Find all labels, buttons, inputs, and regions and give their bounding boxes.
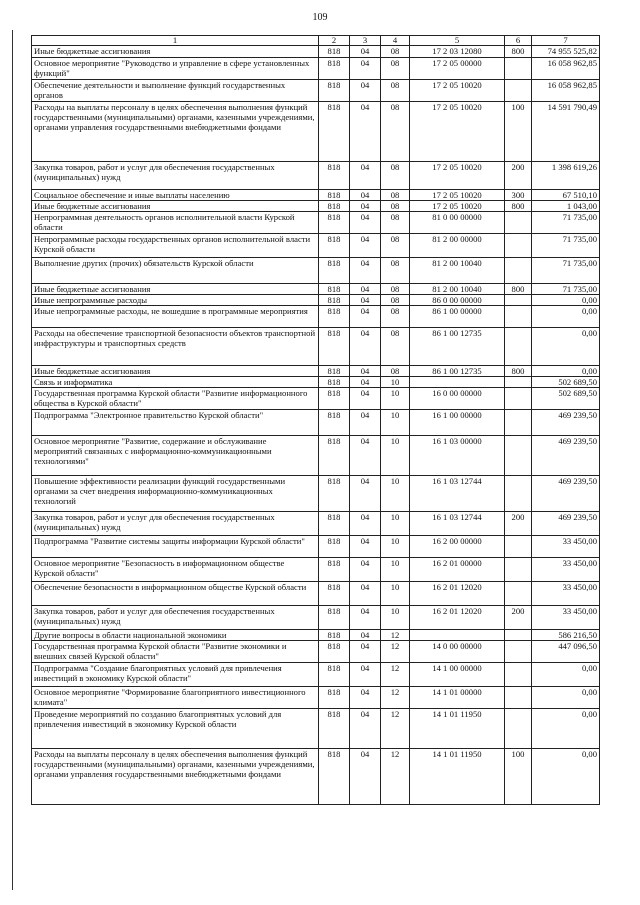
cell-expense-type	[505, 388, 532, 410]
cell-subsection: 08	[381, 295, 410, 306]
cell-expense-type	[505, 641, 532, 663]
cell-ministry-code: 818	[319, 536, 350, 558]
table-row	[32, 234, 600, 258]
cell-subsection: 08	[381, 80, 410, 102]
table-row	[32, 201, 600, 212]
cell-expense-type: 200	[505, 606, 532, 630]
cell-description: Подпрограмма "Развитие системы защиты информации Курской области"	[32, 536, 319, 558]
cell-amount: 71 735,00	[532, 212, 600, 234]
cell-target-article: 17 2 05 10020	[410, 80, 505, 102]
header-cell: 4	[381, 36, 410, 46]
cell-subsection: 10	[381, 536, 410, 558]
cell-ministry-code: 818	[319, 201, 350, 212]
cell-target-article: 81 2 00 10040	[410, 284, 505, 295]
cell-subsection: 08	[381, 46, 410, 58]
cell-target-article: 17 2 05 10020	[410, 162, 505, 190]
cell-description: Государственная программа Курской области "Развитие информационного общества в Курской области"	[32, 388, 319, 410]
cell-expense-type	[505, 212, 532, 234]
budget-table	[31, 35, 600, 805]
table-row	[32, 212, 600, 234]
table-row	[32, 663, 600, 687]
cell-section: 04	[350, 46, 381, 58]
cell-amount: 0,00	[532, 709, 600, 749]
cell-section: 04	[350, 102, 381, 162]
cell-section: 04	[350, 410, 381, 436]
cell-amount: 67 510,10	[532, 190, 600, 201]
cell-amount: 33 450,00	[532, 606, 600, 630]
cell-target-article: 16 2 01 12020	[410, 582, 505, 606]
table-row	[32, 295, 600, 306]
cell-amount: 0,00	[532, 295, 600, 306]
table-row	[32, 630, 600, 641]
cell-description: Расходы на выплаты персоналу в целях обеспечения выполнения функций государственными (муниципальными) органами, казенными учреждениями, органами управления государственными внебюджетными фондами	[32, 749, 319, 805]
cell-description: Государственная программа Курской области "Развитие экономики и внешних связей Курской области"	[32, 641, 319, 663]
cell-subsection: 10	[381, 377, 410, 388]
cell-amount: 74 955 525,82	[532, 46, 600, 58]
cell-ministry-code: 818	[319, 306, 350, 328]
page-number: 109	[312, 12, 328, 23]
cell-amount: 0,00	[532, 328, 600, 366]
cell-expense-type	[505, 582, 532, 606]
cell-ministry-code: 818	[319, 512, 350, 536]
cell-subsection: 10	[381, 606, 410, 630]
table-row	[32, 687, 600, 709]
cell-description: Расходы на выплаты персоналу в целях обеспечения выполнения функций государственными (муниципальными) органами, казенными учреждениями, органами управления государственными внебюджетными фондами	[32, 102, 319, 162]
cell-section: 04	[350, 630, 381, 641]
cell-target-article: 16 2 01 12020	[410, 606, 505, 630]
cell-subsection: 08	[381, 306, 410, 328]
cell-subsection: 10	[381, 512, 410, 536]
table-row	[32, 162, 600, 190]
cell-ministry-code: 818	[319, 606, 350, 630]
cell-ministry-code: 818	[319, 284, 350, 295]
cell-ministry-code: 818	[319, 641, 350, 663]
table-row	[32, 190, 600, 201]
cell-amount: 0,00	[532, 663, 600, 687]
cell-expense-type: 100	[505, 749, 532, 805]
table-row	[32, 306, 600, 328]
cell-expense-type: 800	[505, 366, 532, 377]
cell-expense-type	[505, 234, 532, 258]
cell-ministry-code: 818	[319, 436, 350, 476]
cell-expense-type: 300	[505, 190, 532, 201]
cell-amount: 0,00	[532, 687, 600, 709]
table-row	[32, 709, 600, 749]
cell-subsection: 08	[381, 102, 410, 162]
cell-expense-type	[505, 436, 532, 476]
cell-amount: 16 058 962,85	[532, 80, 600, 102]
cell-description: Повышение эффективности реализации функций государственными органами за счет внедрения информационно-коммуникационных технологий	[32, 476, 319, 512]
cell-expense-type	[505, 558, 532, 582]
cell-section: 04	[350, 212, 381, 234]
cell-section: 04	[350, 641, 381, 663]
cell-description: Основное мероприятие "Руководство и управление в сфере установленных функций"	[32, 58, 319, 80]
header-cell: 3	[350, 36, 381, 46]
cell-subsection: 12	[381, 687, 410, 709]
cell-subsection: 12	[381, 630, 410, 641]
cell-ministry-code: 818	[319, 388, 350, 410]
cell-ministry-code: 818	[319, 687, 350, 709]
cell-target-article: 16 1 03 12744	[410, 476, 505, 512]
header-cell: 2	[319, 36, 350, 46]
cell-subsection: 08	[381, 58, 410, 80]
cell-amount: 0,00	[532, 306, 600, 328]
cell-amount: 1 398 619,26	[532, 162, 600, 190]
cell-description: Проведение мероприятий по созданию благоприятных условий для привлечения инвестиций в экономику Курской области	[32, 709, 319, 749]
cell-expense-type	[505, 377, 532, 388]
cell-section: 04	[350, 536, 381, 558]
table-row	[32, 582, 600, 606]
cell-expense-type	[505, 687, 532, 709]
cell-description: Обеспечение деятельности и выполнение функций государственных органов	[32, 80, 319, 102]
cell-amount: 0,00	[532, 366, 600, 377]
cell-amount: 16 058 962,85	[532, 58, 600, 80]
table-row	[32, 606, 600, 630]
cell-ministry-code: 818	[319, 80, 350, 102]
cell-subsection: 10	[381, 558, 410, 582]
cell-subsection: 08	[381, 328, 410, 366]
table-row	[32, 58, 600, 80]
cell-description: Связь и информатика	[32, 377, 319, 388]
cell-description: Закупка товаров, работ и услуг для обеспечения государственных (муниципальных) нужд	[32, 162, 319, 190]
cell-target-article: 16 2 00 00000	[410, 536, 505, 558]
cell-section: 04	[350, 709, 381, 749]
cell-section: 04	[350, 558, 381, 582]
cell-expense-type	[505, 536, 532, 558]
cell-expense-type	[505, 295, 532, 306]
cell-description: Другие вопросы в области национальной экономики	[32, 630, 319, 641]
header-cell: 6	[505, 36, 532, 46]
cell-ministry-code: 818	[319, 162, 350, 190]
cell-target-article: 86 1 00 12735	[410, 366, 505, 377]
cell-subsection: 10	[381, 476, 410, 512]
table-row	[32, 102, 600, 162]
cell-target-article: 17 2 05 00000	[410, 58, 505, 80]
cell-section: 04	[350, 295, 381, 306]
table-row	[32, 328, 600, 366]
cell-subsection: 08	[381, 366, 410, 377]
cell-description: Иные бюджетные ассигнования	[32, 46, 319, 58]
cell-section: 04	[350, 366, 381, 377]
cell-description: Основное мероприятие "Безопасность в информационном обществе Курской области"	[32, 558, 319, 582]
table-row	[32, 512, 600, 536]
cell-section: 04	[350, 190, 381, 201]
cell-amount: 586 216,50	[532, 630, 600, 641]
cell-ministry-code: 818	[319, 328, 350, 366]
cell-target-article: 81 2 00 10040	[410, 258, 505, 284]
cell-ministry-code: 818	[319, 663, 350, 687]
cell-description: Расходы на обеспечение транспортной безопасности объектов транспортной инфраструктуры и транспортных средств	[32, 328, 319, 366]
cell-expense-type	[505, 58, 532, 80]
cell-target-article	[410, 630, 505, 641]
cell-description: Основное мероприятие "Формирование благоприятного инвестиционного климата"	[32, 687, 319, 709]
cell-amount: 33 450,00	[532, 582, 600, 606]
cell-section: 04	[350, 436, 381, 476]
table-row	[32, 476, 600, 512]
cell-subsection: 08	[381, 234, 410, 258]
cell-section: 04	[350, 606, 381, 630]
cell-subsection: 12	[381, 709, 410, 749]
cell-target-article: 14 1 01 00000	[410, 687, 505, 709]
cell-target-article: 16 1 00 00000	[410, 410, 505, 436]
cell-expense-type	[505, 630, 532, 641]
table-row	[32, 388, 600, 410]
cell-description: Основное мероприятие "Развитие, содержание и обслуживание мероприятий связанных с информационно-коммуникационными технологиями"	[32, 436, 319, 476]
cell-amount: 1 043,00	[532, 201, 600, 212]
cell-target-article: 14 0 00 00000	[410, 641, 505, 663]
cell-amount: 469 239,50	[532, 436, 600, 476]
cell-subsection: 08	[381, 212, 410, 234]
cell-ministry-code: 818	[319, 58, 350, 80]
cell-target-article: 16 0 00 00000	[410, 388, 505, 410]
cell-expense-type: 200	[505, 512, 532, 536]
table-row	[32, 558, 600, 582]
cell-expense-type: 800	[505, 284, 532, 295]
cell-target-article: 81 2 00 00000	[410, 234, 505, 258]
cell-expense-type	[505, 258, 532, 284]
cell-ministry-code: 818	[319, 212, 350, 234]
cell-target-article: 86 0 00 00000	[410, 295, 505, 306]
table-row	[32, 366, 600, 377]
cell-section: 04	[350, 749, 381, 805]
cell-target-article: 14 1 00 00000	[410, 663, 505, 687]
cell-ministry-code: 818	[319, 366, 350, 377]
table-row	[32, 80, 600, 102]
cell-expense-type	[505, 80, 532, 102]
cell-subsection: 10	[381, 388, 410, 410]
cell-amount: 71 735,00	[532, 258, 600, 284]
cell-expense-type: 800	[505, 46, 532, 58]
table-row	[32, 284, 600, 295]
cell-amount: 71 735,00	[532, 234, 600, 258]
cell-amount: 33 450,00	[532, 558, 600, 582]
cell-target-article: 17 2 05 10020	[410, 102, 505, 162]
cell-target-article: 14 1 01 11950	[410, 709, 505, 749]
cell-description: Иные непрограммные расходы	[32, 295, 319, 306]
cell-amount: 71 735,00	[532, 284, 600, 295]
cell-ministry-code: 818	[319, 190, 350, 201]
cell-section: 04	[350, 476, 381, 512]
cell-subsection: 12	[381, 749, 410, 805]
cell-subsection: 10	[381, 410, 410, 436]
header-cell: 5	[410, 36, 505, 46]
cell-amount: 469 239,50	[532, 512, 600, 536]
cell-expense-type: 800	[505, 201, 532, 212]
cell-subsection: 08	[381, 284, 410, 295]
cell-expense-type	[505, 476, 532, 512]
cell-description: Социальное обеспечение и иные выплаты населению	[32, 190, 319, 201]
cell-section: 04	[350, 162, 381, 190]
cell-expense-type	[505, 709, 532, 749]
cell-description: Выполнение других (прочих) обязательств Курской области	[32, 258, 319, 284]
cell-target-article: 17 2 05 10020	[410, 190, 505, 201]
cell-ministry-code: 818	[319, 46, 350, 58]
cell-ministry-code: 818	[319, 630, 350, 641]
cell-target-article: 14 1 01 11950	[410, 749, 505, 805]
cell-target-article: 16 2 01 00000	[410, 558, 505, 582]
page-edge-line	[12, 30, 13, 890]
table-body	[32, 46, 600, 805]
cell-expense-type: 100	[505, 102, 532, 162]
cell-description: Закупка товаров, работ и услуг для обеспечения государственных (муниципальных) нужд	[32, 606, 319, 630]
cell-section: 04	[350, 306, 381, 328]
cell-subsection: 10	[381, 436, 410, 476]
table-row	[32, 749, 600, 805]
cell-ministry-code: 818	[319, 709, 350, 749]
cell-target-article: 86 1 00 00000	[410, 306, 505, 328]
cell-amount: 469 239,50	[532, 410, 600, 436]
cell-ministry-code: 818	[319, 377, 350, 388]
cell-subsection: 08	[381, 258, 410, 284]
cell-description: Иные непрограммные расходы, не вошедшие в программные мероприятия	[32, 306, 319, 328]
header-row	[32, 36, 600, 46]
cell-section: 04	[350, 234, 381, 258]
cell-section: 04	[350, 388, 381, 410]
table-row	[32, 377, 600, 388]
cell-amount: 469 239,50	[532, 476, 600, 512]
cell-target-article	[410, 377, 505, 388]
header-cell: 1	[32, 36, 319, 46]
table-row	[32, 536, 600, 558]
cell-expense-type	[505, 663, 532, 687]
cell-description: Подпрограмма "Создание благоприятных условий для привлечения инвестиций в экономику Курской области"	[32, 663, 319, 687]
cell-amount: 447 096,50	[532, 641, 600, 663]
cell-description: Подпрограмма "Электронное правительство Курской области"	[32, 410, 319, 436]
table-row	[32, 641, 600, 663]
cell-target-article: 17 2 03 12080	[410, 46, 505, 58]
cell-expense-type	[505, 306, 532, 328]
cell-section: 04	[350, 582, 381, 606]
cell-section: 04	[350, 58, 381, 80]
cell-target-article: 17 2 05 10020	[410, 201, 505, 212]
cell-subsection: 12	[381, 641, 410, 663]
cell-description: Иные бюджетные ассигнования	[32, 284, 319, 295]
cell-target-article: 16 1 03 12744	[410, 512, 505, 536]
cell-section: 04	[350, 258, 381, 284]
cell-ministry-code: 818	[319, 295, 350, 306]
cell-section: 04	[350, 201, 381, 212]
cell-ministry-code: 818	[319, 410, 350, 436]
table-row	[32, 46, 600, 58]
cell-section: 04	[350, 663, 381, 687]
cell-section: 04	[350, 687, 381, 709]
cell-ministry-code: 818	[319, 749, 350, 805]
cell-amount: 0,00	[532, 749, 600, 805]
cell-section: 04	[350, 512, 381, 536]
table-row	[32, 436, 600, 476]
cell-ministry-code: 818	[319, 234, 350, 258]
cell-section: 04	[350, 328, 381, 366]
cell-expense-type	[505, 410, 532, 436]
cell-amount: 14 591 790,49	[532, 102, 600, 162]
cell-section: 04	[350, 80, 381, 102]
cell-amount: 33 450,00	[532, 536, 600, 558]
cell-subsection: 12	[381, 663, 410, 687]
cell-description: Непрограммные расходы государственных органов исполнительной власти Курской области	[32, 234, 319, 258]
table-row	[32, 410, 600, 436]
cell-description: Непрограммная деятельность органов исполнительной власти Курской области	[32, 212, 319, 234]
cell-section: 04	[350, 284, 381, 295]
cell-description: Иные бюджетные ассигнования	[32, 201, 319, 212]
cell-expense-type	[505, 328, 532, 366]
cell-ministry-code: 818	[319, 258, 350, 284]
cell-target-article: 81 0 00 00000	[410, 212, 505, 234]
table-row	[32, 258, 600, 284]
cell-expense-type: 200	[505, 162, 532, 190]
cell-amount: 502 689,50	[532, 388, 600, 410]
cell-ministry-code: 818	[319, 558, 350, 582]
cell-subsection: 08	[381, 162, 410, 190]
cell-ministry-code: 818	[319, 102, 350, 162]
cell-description: Закупка товаров, работ и услуг для обеспечения государственных (муниципальных) нужд	[32, 512, 319, 536]
cell-subsection: 10	[381, 582, 410, 606]
cell-description: Обеспечение безопасности в информационном обществе Курской области	[32, 582, 319, 606]
cell-ministry-code: 818	[319, 582, 350, 606]
cell-section: 04	[350, 377, 381, 388]
cell-subsection: 08	[381, 190, 410, 201]
cell-description: Иные бюджетные ассигнования	[32, 366, 319, 377]
cell-amount: 502 689,50	[532, 377, 600, 388]
cell-target-article: 16 1 03 00000	[410, 436, 505, 476]
cell-ministry-code: 818	[319, 476, 350, 512]
cell-subsection: 08	[381, 201, 410, 212]
header-cell: 7	[532, 36, 600, 46]
cell-target-article: 86 1 00 12735	[410, 328, 505, 366]
